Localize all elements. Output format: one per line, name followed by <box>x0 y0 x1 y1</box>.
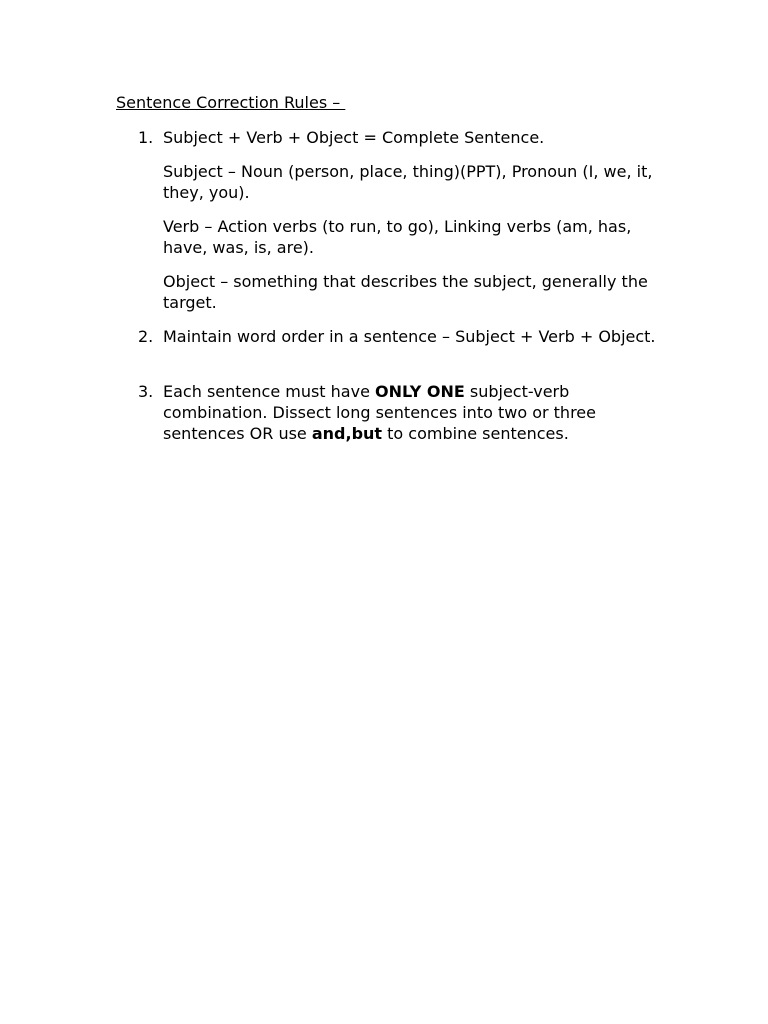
verb-definition: Verb – Action verbs (to run, to go), Linking verbs (am, has, have, was, is, are). <box>163 217 632 257</box>
rule-text <box>163 381 668 444</box>
rule-number: 1. <box>138 128 154 147</box>
emphasis-conjunctions: and,but <box>311 424 383 443</box>
subject-definition: Subject – Noun (person, place, thing)(PPT), Pronoun (I, we, it, they, you). <box>163 162 653 202</box>
rule-3 <box>138 381 668 444</box>
rule-text: Maintain word order in a sentence – Subject + Verb + Object. <box>163 327 656 346</box>
rule-1 <box>138 127 668 148</box>
rule-number: 2. <box>138 327 154 346</box>
rule-text-part: subject-verb combination. Dissect long sentences into two or three sentences OR use <box>163 382 596 443</box>
object-definition: Object – something that describes the subject, generally the target. <box>163 272 648 312</box>
rule-text-part: to combine sentences. <box>382 424 569 443</box>
rule-number: 3. <box>138 382 154 401</box>
rule-text-part: Each sentence must have <box>163 382 376 401</box>
rule-2 <box>138 326 668 347</box>
emphasis-only-one: ONLY ONE <box>375 382 465 401</box>
page-title: Sentence Correction Rules – <box>116 93 346 112</box>
rule-text: Subject + Verb + Object = Complete Sentence. <box>163 128 545 147</box>
